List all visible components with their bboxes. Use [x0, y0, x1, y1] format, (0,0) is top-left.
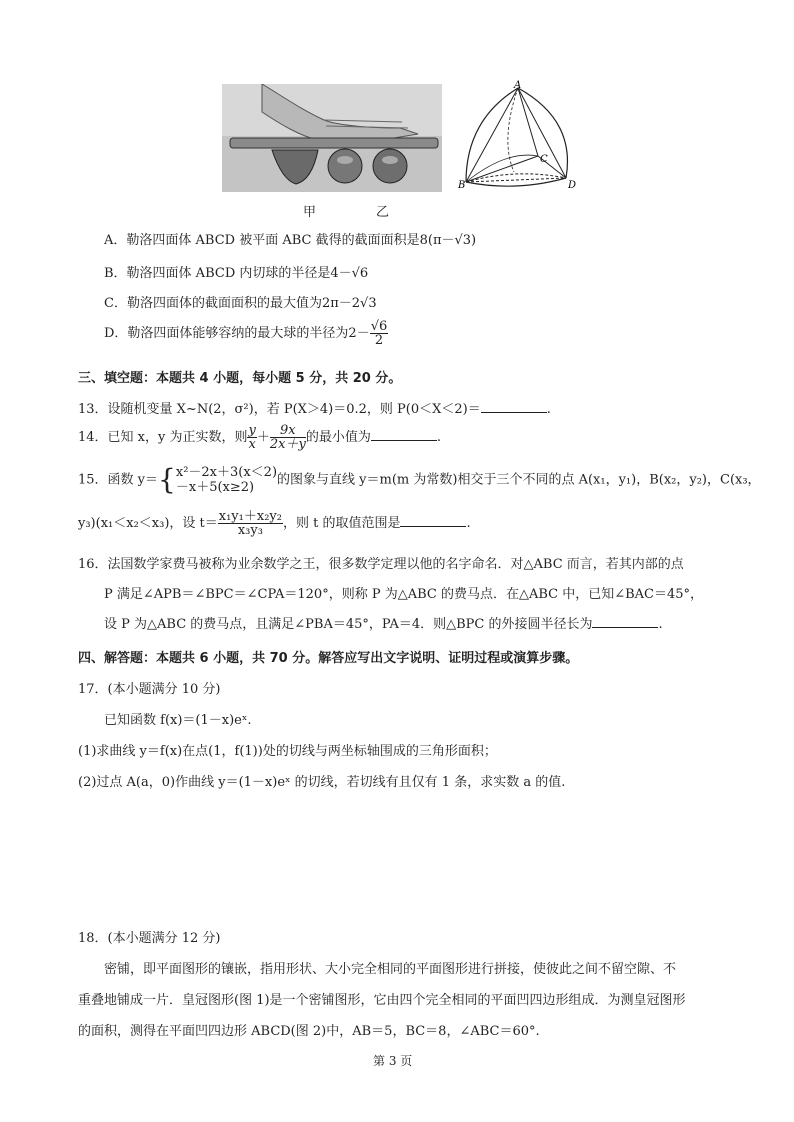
option-c: C．勒洛四面体的截面面积的最大值为2π－2√3: [104, 296, 377, 311]
answer-blank: [371, 428, 437, 441]
page-footer: 第 3 页: [373, 1054, 413, 1068]
option-d: [104, 320, 388, 347]
answer-blank: [481, 400, 547, 413]
fraction-t: $\frac{\text{x₁y₁＋x₂y₂}}{\text{x₃y₃}}$: [218, 509, 282, 538]
question-17-part-1: (1)求曲线 y＝f(x)在点(1，f(1))处的切线与两坐标轴围成的三角形面积；: [78, 744, 497, 759]
question-17-given: 已知函数 f(x)＝(1－x)eˣ.: [104, 713, 252, 728]
figure-photo: [222, 84, 442, 192]
question-16-line-1: 16．法国数学家费马被称为业余数学之王，很多数学定理以他的名字命名．对△ABC 而言，若其内部的点: [78, 557, 684, 572]
section-4-heading: 四、解答题：本题共 6 小题，共 70 分。解答应写出文字说明、证明过程或演算步骤。: [78, 651, 579, 666]
section-3-heading: 三、填空题：本题共 4 小题，每小题 5 分，共 20 分。: [78, 371, 402, 386]
piecewise-brace: {: [158, 463, 176, 496]
question-14: 14．已知 x，y 为正实数，则 $\frac{y}{x}$ ＋ $\frac{9x}{2x+y}$ 的最小值为 .: [78, 423, 441, 452]
option-b: B．勒洛四面体 ABCD 内切球的半径是4－√6: [104, 266, 369, 281]
point-C: C: [540, 154, 548, 165]
point-B: B: [458, 180, 466, 191]
piecewise-cases: x²－2x＋3(x＜2) －x＋5(x≥2): [175, 465, 278, 495]
point-A: A: [514, 80, 522, 91]
answer-blank: [592, 615, 658, 628]
question-13-text: 13．设随机变量 X~N(2，σ²)，若 P(X＞4)＝0.2，则 P(0＜X＜2)＝: [78, 402, 481, 417]
question-18-line-3: 的面积，测得在平面凹四边形 ABCD(图 2)中，AB＝5，BC＝8，∠ABC＝60°.: [78, 1024, 540, 1039]
reuleaux-tetrahedron-diagram: [456, 80, 584, 192]
fraction-y-over-x: $\frac{y}{x}$: [248, 423, 256, 452]
question-17-head: 17．(本小题满分 10 分): [78, 682, 221, 697]
question-16-line-3: 设 P 为△ABC 的费马点，且满足∠PBA＝45°，PA＝4．则△BPC 的外接圆半径长为 .: [104, 617, 663, 632]
question-16-line-2: P 满足∠APB＝∠BPC＝∠CPA＝120°，则称 P 为△ABC 的费马点．在△ABC 中，已知∠BAC＝45°，: [104, 587, 704, 602]
question-13: 13．设随机变量 X~N(2，σ²)，若 P(X＞4)＝0.2，则 P(0＜X＜2)＝ .: [78, 402, 551, 417]
option-d-text: D．勒洛四面体能够容纳的最大球的半径为2－: [104, 326, 370, 341]
question-18-line-2: 重叠地铺成一片．皇冠图形(图 1)是一个密铺图形，它由四个完全相同的平面凹四边形组成．为测皇冠图形: [78, 993, 686, 1008]
question-15: 15．函数 y＝{ x²－2x＋3(x＜2) －x＋5(x≥2) 的图象与直线 y＝m(m 为常数)相交于三个不同的点 A(x₁，y₁)，B(x₂，y₂)，C(x₃，: [78, 463, 761, 496]
figure-label-yi: 乙: [376, 205, 390, 220]
question-15-line-2: y₃)(x₁＜x₂＜x₃)，设 t＝ $\frac{\text{x₁y₁＋x₂y₂}}{\text{x₃y₃}}$ ，则 t 的取值范围是 .: [78, 509, 471, 538]
fraction-9x-over-2x-plus-y: $\frac{9x}{2x+y}$: [269, 423, 306, 452]
figure-label-jia: 甲: [303, 205, 317, 220]
question-14-text: 14．已知 x，y 为正实数，则: [78, 430, 248, 445]
answer-blank: [400, 514, 466, 527]
option-d-fraction: $\frac{√6}{2}$: [370, 319, 388, 348]
question-18-head: 18．(本小题满分 12 分): [78, 931, 221, 946]
option-a: A．勒洛四面体 ABCD 被平面 ABC 截得的截面面积是8(π－√3): [104, 233, 477, 248]
question-17-part-2: (2)过点 A(a，0)作曲线 y＝(1－x)eˣ 的切线，若切线有且仅有 1 条，求实数 a 的值.: [78, 775, 566, 790]
question-18-line-1: 密铺，即平面图形的镶嵌，指用形状、大小完全相同的平面图形进行拼接，使彼此之间不留空隙、不: [104, 962, 677, 977]
point-D: D: [568, 180, 577, 191]
